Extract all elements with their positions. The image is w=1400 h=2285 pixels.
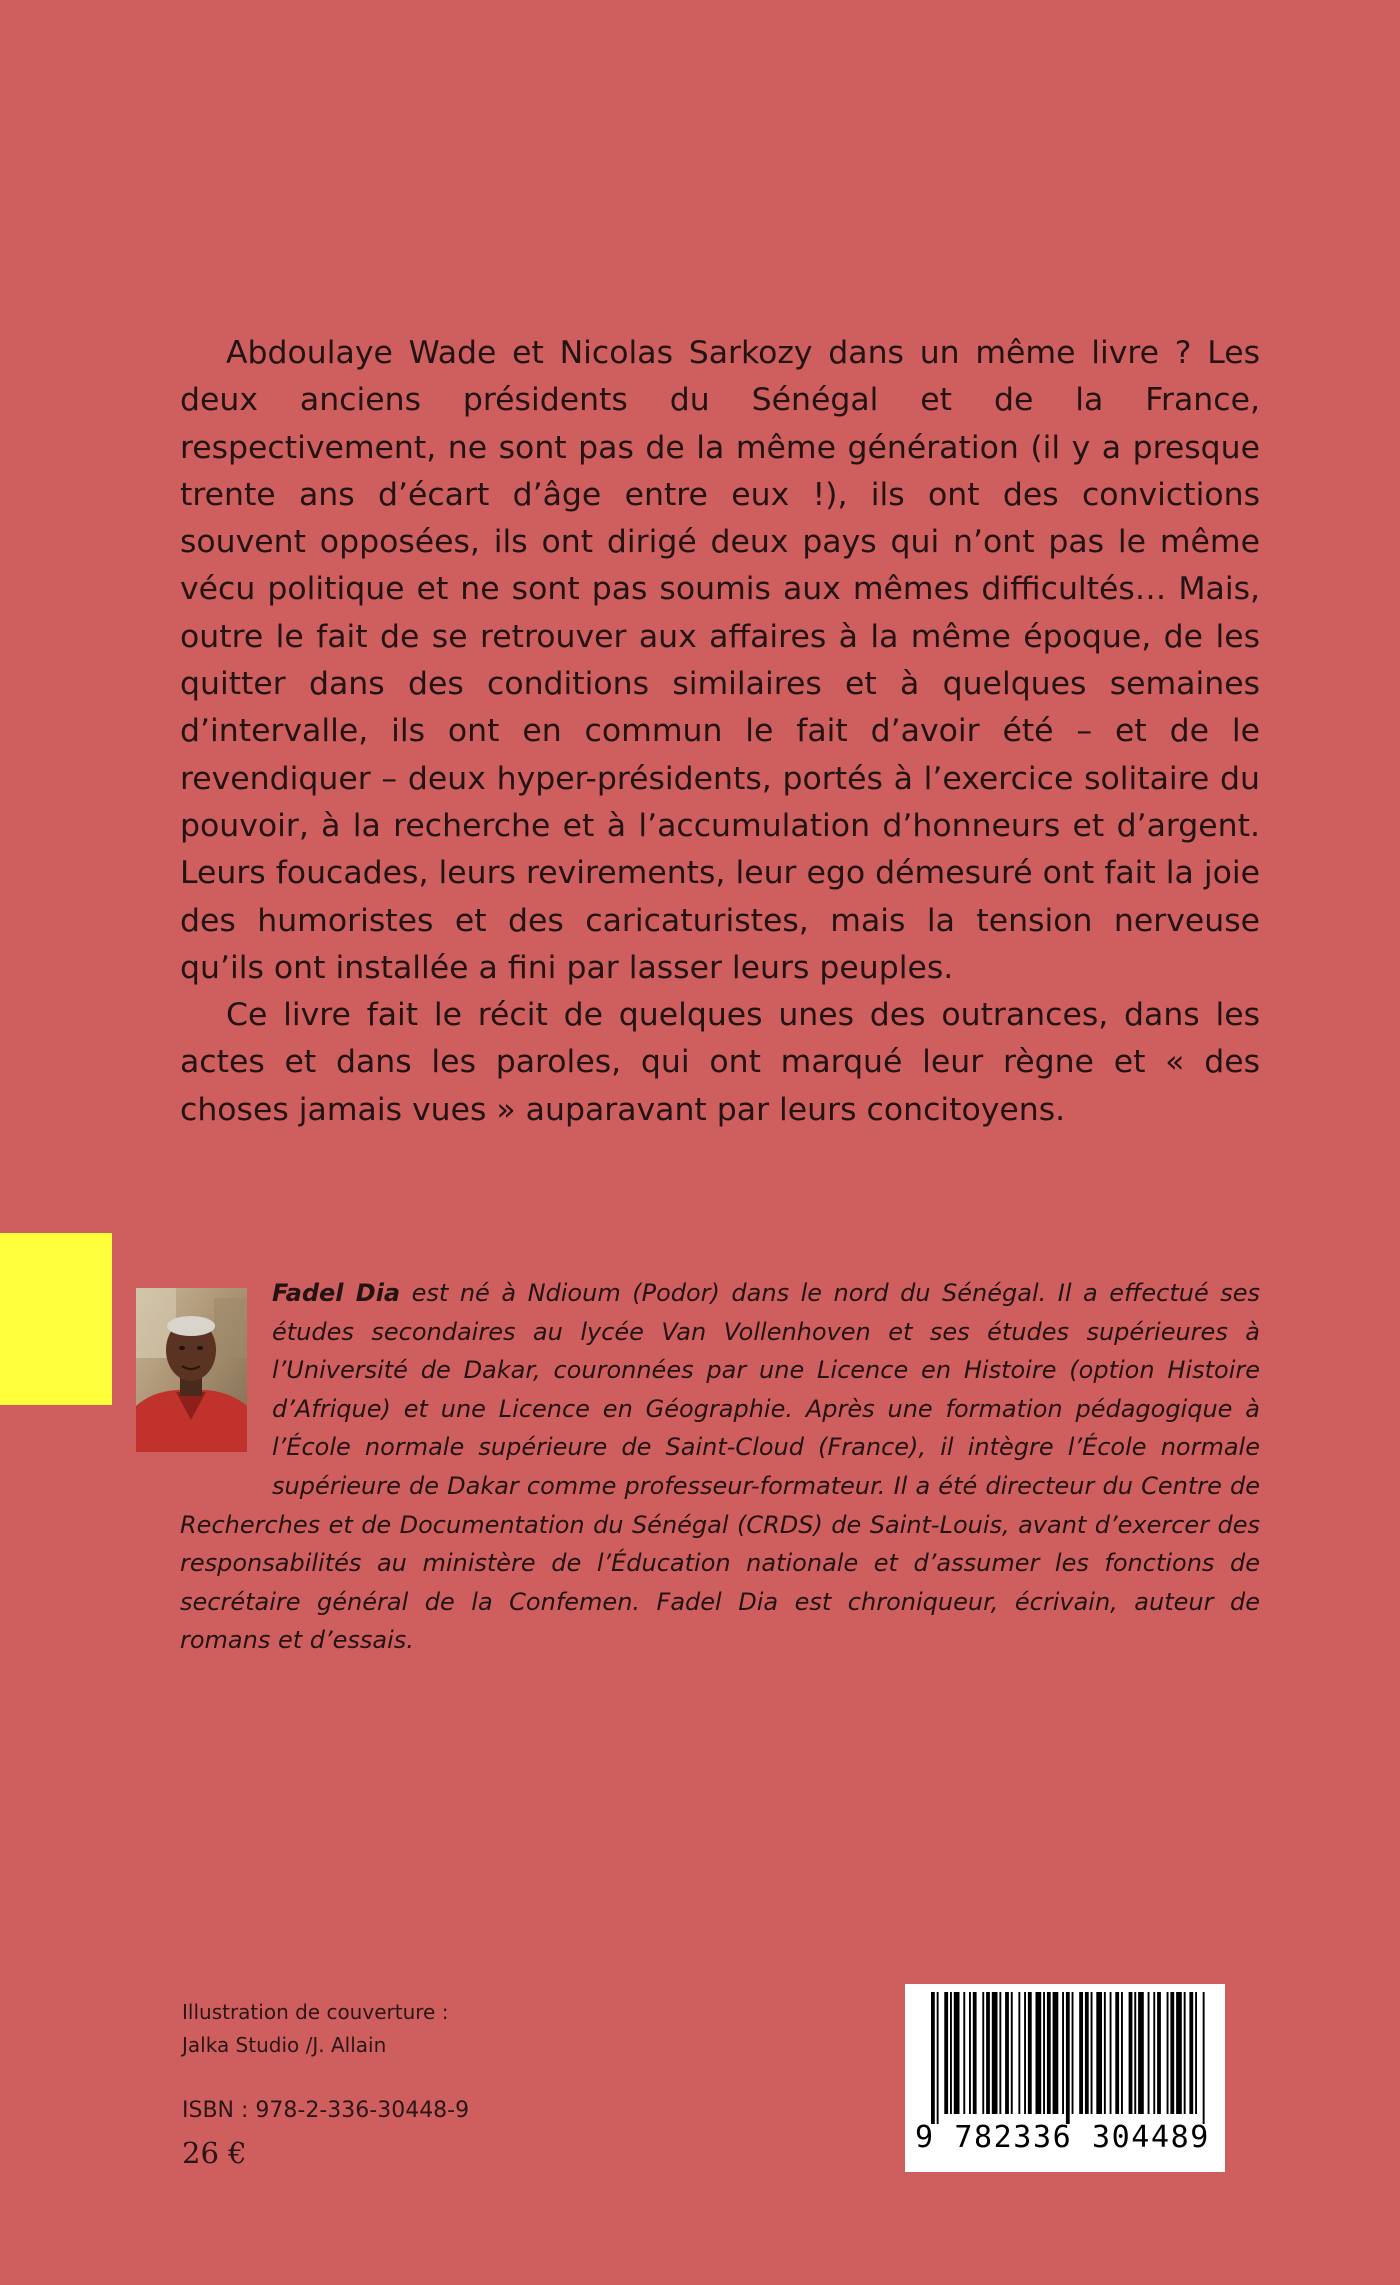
summary-paragraph: Ce livre fait le récit de quelques unes des outrances, dans les actes et dans les paroles, qui ont marqué leur règne et « des choses jamais vues » auparavant par leurs concitoyens. [180, 997, 1260, 1128]
author-name: Fadel Dia [272, 1279, 401, 1307]
barcode-bar [1028, 1992, 1032, 2114]
barcode-bar [1062, 1992, 1064, 2114]
barcode-bar [1036, 1992, 1042, 2114]
isbn-number: ISBN : 978-2-336-30448-9 [182, 2098, 470, 2123]
barcode-bar [999, 1992, 1001, 2114]
barcode-bar [1148, 1992, 1150, 2114]
barcode-bar [1053, 1992, 1059, 2114]
barcode-bar [1153, 1992, 1155, 2114]
back-cover-summary [180, 330, 1260, 1134]
barcode-bar [1104, 1992, 1106, 2114]
summary-paragraph: Abdoulaye Wade et Nicolas Sarkozy dans un même livre ? Les deux anciens présidents du Sénégal et de la France, respectivement, ne sont pas de la même génération (il y a presque trente ans d’écart d’âge entre eux !), ils ont des convictions souvent opposées, ils ont dirigé deux pays qui n’ont pas le même vécu politique et ne sont pas soumis aux mêmes difficultés… Mais, outre le fait de se retrouver aux affaires à la même époque, de les quitter dans des conditions similaires et à quelques semaines d’intervalle, ils ont en commun le fait d’avoir été – et de le revendiquer – deux hyper-présidents, portés à l’exercice solitaire du pouvoir, à la recherche et à l’accumulation d’honneurs et d’argent. Leurs foucades, leurs revirements, leur ego démesuré ont fait la joie des humoristes et des caricaturistes, mais la tension nerveuse qu’ils ont installée a fini par lasser leurs peuples. [180, 335, 1260, 986]
barcode-bar [1110, 1992, 1112, 2114]
barcode-bar [931, 1992, 935, 2124]
barcode-bar [963, 1992, 965, 2114]
barcode-bar [954, 1992, 960, 2114]
author-bio-text: est né à Ndioum (Podor) dans le nord du Sénégal. Il a effectué ses études secondaires au lycée Van Vollenhoven et ses études supérieures à l’Université de Dakar, couronnées par une Licence en Histoire (option Histoire d’Afrique) et une Licence en Géographie. Après une formation pédagogique à l’École normale supérieure de Saint-Cloud (France), il intègre l’École normale supérieure de Dakar comme professeur-formateur. Il a été directeur du Centre de Recherches et de Documentation du Sénégal (CRDS) de Saint-Louis, avant d’exercer des responsabilités au ministère de l’Éducation nationale et d’assumer les fonctions de secrétaire général de la Confemen. Fadel Dia est chroniqueur, écrivain, auteur de romans et d’essais. [180, 1279, 1261, 1655]
barcode-bar [969, 1992, 971, 2114]
cover-credits [182, 1996, 602, 2062]
barcode-bar [950, 1992, 952, 2114]
barcode-bar [1157, 1992, 1161, 2114]
barcode-bar [973, 1992, 977, 2114]
barcode-bar [1066, 1992, 1070, 2124]
barcode-bar [1011, 1992, 1013, 2114]
barcode-bar [1176, 1992, 1182, 2114]
barcode-bar [1134, 1992, 1136, 2114]
barcode-bar [1184, 1992, 1186, 2114]
barcode-bar [1195, 1992, 1197, 2114]
barcode-bar [1079, 1992, 1083, 2114]
barcode-bar [1096, 1992, 1102, 2114]
barcode-bar [944, 1992, 948, 2114]
barcode-bar [986, 1992, 990, 2114]
barcode-bar [1170, 1992, 1174, 2114]
barcode-bar [1189, 1992, 1193, 2114]
barcode-bar [1121, 1992, 1123, 2114]
author-biography [180, 1274, 1260, 1660]
barcode-bar [937, 1992, 939, 2124]
barcode-bar [1085, 1992, 1089, 2114]
barcode-bar [1129, 1992, 1133, 2114]
barcode-bar [1005, 1992, 1009, 2114]
barcode-digits: 9 782336 304489 [915, 2120, 1210, 2155]
barcode [905, 1984, 1225, 2172]
barcode-bar [1138, 1992, 1144, 2114]
barcode-bar [1024, 1992, 1026, 2114]
barcode-bar [1167, 1992, 1169, 2114]
barcode-bar [982, 1992, 984, 2114]
barcode-bar [992, 1992, 998, 2114]
barcode-bar [1043, 1992, 1045, 2114]
barcode-bar [1047, 1992, 1051, 2114]
barcode-bar [1091, 1992, 1093, 2114]
barcode-bars [905, 1984, 1225, 2124]
barcode-bar [1203, 1992, 1205, 2124]
barcode-bar [1072, 1992, 1074, 2114]
barcode-bar [1018, 1992, 1020, 2114]
barcode-bar [1115, 1992, 1119, 2114]
price: 26 € [182, 2136, 247, 2170]
yellow-accent-band [0, 1233, 112, 1405]
credits-label: Illustration de couverture : [182, 2000, 449, 2024]
credits-value: Jalka Studio /J. Allain [182, 2033, 387, 2057]
